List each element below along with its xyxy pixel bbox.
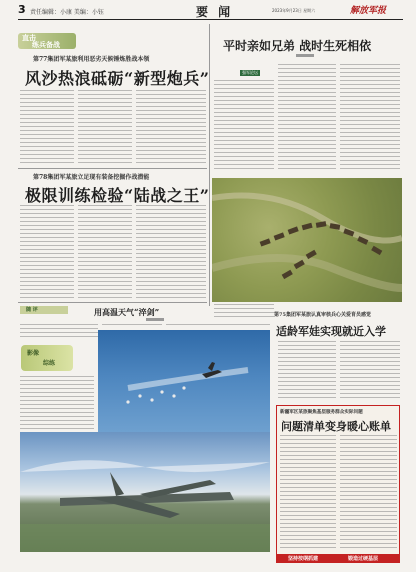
essay-text-col3 [166, 324, 270, 328]
article3-text-col3 [340, 64, 400, 172]
article5-text-col2 [340, 435, 397, 551]
badge-line1: 影像 [27, 350, 40, 357]
footer-slogan-bar [276, 554, 400, 563]
article2-text-col2 [78, 205, 132, 300]
article4-text-col1 [278, 341, 336, 401]
article1-subtitle: 第77集团军某旅利用恶劣天候锤炼胜战本领 [33, 56, 150, 63]
article1-text-col1 [20, 90, 74, 166]
article2-subtitle: 第78集团军某旅立足现有装备挖掘作战潜能 [33, 174, 150, 181]
article3-text-col1 [214, 80, 274, 172]
photo-section-badge [21, 345, 73, 371]
aircraft-graphic [98, 330, 270, 432]
photo-caption-text [20, 376, 94, 430]
article5-text-col1 [280, 435, 336, 551]
article2-text-col3 [136, 205, 206, 300]
essay-byline [146, 318, 164, 321]
section-title: 要 闻 [196, 5, 234, 19]
masthead-logo: 解放军报 [350, 6, 387, 16]
footer-slogan-left: 坚持按纲抓建 [288, 556, 319, 562]
article3-byline [296, 54, 314, 57]
article2-rule [18, 302, 207, 303]
editor-line: 责任编辑：小康 美编：小钰 [30, 9, 104, 16]
tank-column-photo [212, 178, 402, 302]
feature-banner [18, 33, 76, 49]
article4-title: 适龄军娃实现就近入学 [276, 325, 386, 338]
banner-line1: 直击 [22, 33, 36, 42]
article1-rule [18, 168, 207, 169]
page-number: 3 [18, 3, 26, 16]
header-rule [18, 19, 403, 20]
badge-line2: 综练 [43, 360, 56, 367]
transport-plane-graphic [20, 432, 270, 552]
article2-text-col1 [20, 205, 74, 300]
tank-column-graphic [212, 178, 402, 302]
transport-plane-photo [20, 432, 270, 552]
article3-tag: 强军论坛 [242, 70, 258, 75]
banner-line2: 练兵备战 [32, 40, 60, 49]
article3-text-col2 [278, 64, 336, 172]
essay-text-col1 [20, 324, 98, 340]
date-line: 2023年9月23日 星期六 [272, 8, 316, 13]
essay-title: 用高温天气“淬剑” [94, 307, 160, 317]
article2-title: 极限训练检验“陆战之王” [25, 186, 210, 205]
tank-photo-caption [214, 304, 274, 318]
article1-text-col2 [78, 90, 132, 166]
essay-tag: 随 评 [26, 307, 38, 313]
article1-text-col3 [136, 90, 206, 166]
article4-subtitle: 第75集团军某旅认真审核兵心关爱育员感觉 [274, 312, 371, 318]
aircraft-sky-photo [98, 330, 270, 432]
article1-title: 风沙热浪砥砺“新型炮兵” [25, 69, 210, 88]
article5-title: 问题清单变身暖心账单 [281, 420, 391, 433]
article3-title: 平时亲如兄弟 战时生死相依 [223, 39, 372, 53]
article5-subtitle: 新疆军区某旅聚焦基层服务群众实际问题 [280, 410, 363, 415]
article4-text-col2 [340, 341, 400, 401]
footer-slogan-right: 锻造过硬基层 [348, 556, 379, 562]
essay-text-col2 [102, 324, 162, 328]
